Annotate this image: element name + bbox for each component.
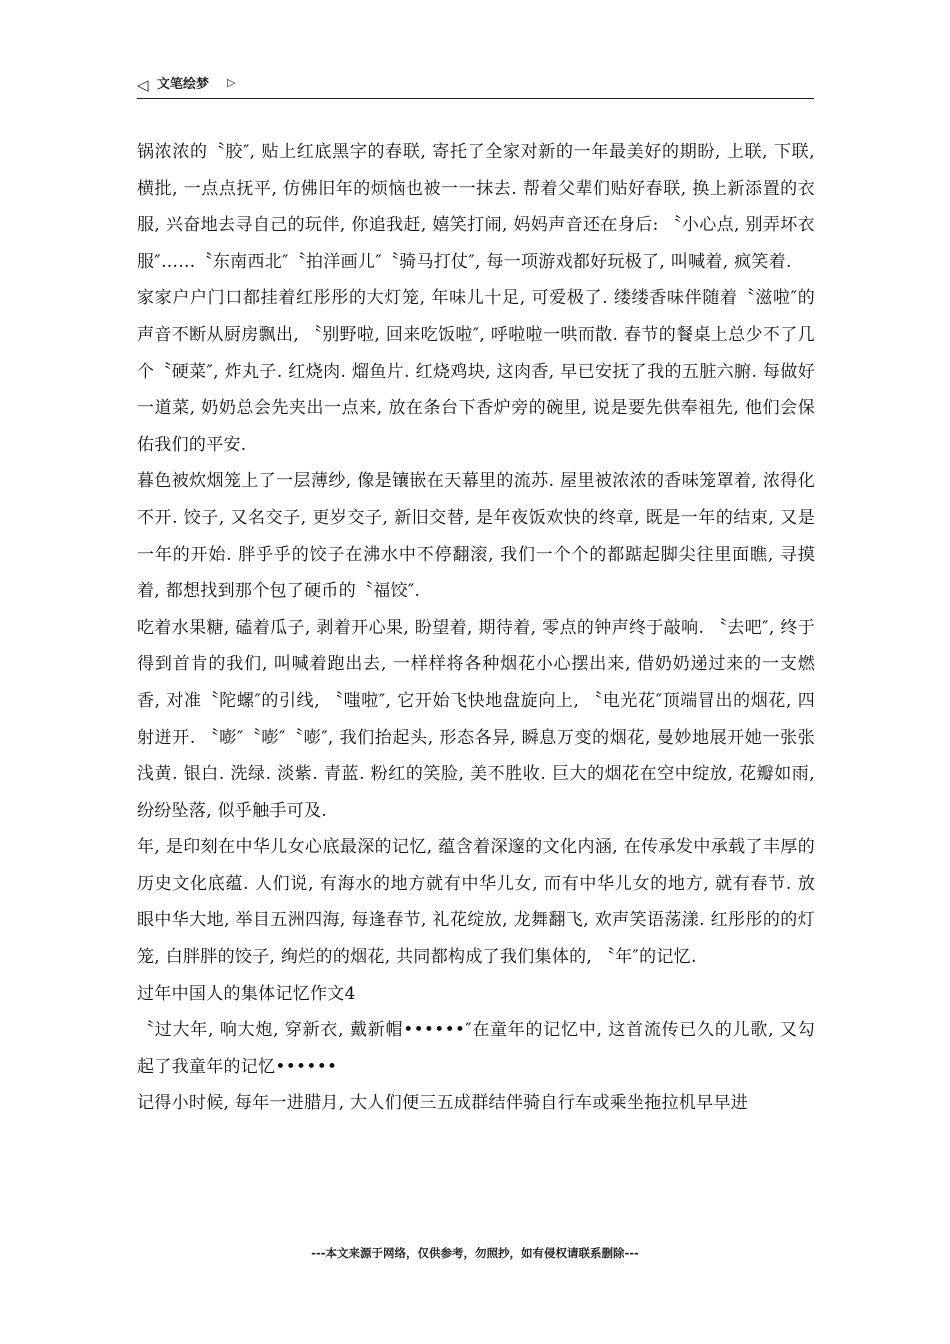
triangle-left-icon: ◁ <box>137 76 149 94</box>
paragraph: 记得小时候, 每年一进腊月, 大人们便三五成群结伴骑自行车或乘坐拖拉机早早进 <box>137 1093 749 1114</box>
paragraph: 暮色被炊烟笼上了一层薄纱, 像是镶嵌在天幕里的流苏. 屋里被浓浓的香味笼罩着, 浓得化不开. 饺子, 又名交子, 更岁交子, 新旧交替, 是年夜饭欢快的终章, 既是一年的结束, 又是一年的开始. 胖乎乎的饺子在沸水中不停翻滚, 我们一个个的都踮起脚尖往里面瞧, 寻摸着, 都想找到那个包了硬币的〝福饺″. <box>137 471 815 602</box>
paragraph: 吃着水果糖, 磕着瓜子, 剥着开心果, 盼望着, 期待着, 零点的钟声终于敲响. 〝去吧″, 终于得到首肯的我们, 叫喊着跑出去, 一样样将各种烟花小心摆出来, 借奶奶递过来的一支燃香, 对准〝陀螺″的引线, 〝嗤啦″, 它开始飞快地盘旋向上, 〝电光花″顶端冒出的烟花, 四射迸开. 〝嘭″〝嘭″〝嘭″, 我们抬起头, 形态各异, 瞬息万变的烟花, 曼妙地展开她一张张浅黄. 银白. 洗绿. 淡紫. 青蓝. 粉红的笑脸, 美不胜收. 巨大的烟花在空中绽放, 花瓣如雨, 纷纷坠落, 似乎触手可及. <box>137 617 815 821</box>
triangle-right-icon: ▷ <box>227 76 236 89</box>
paragraph: 年, 是印刻在中华儿女心底最深的记忆, 蕴含着深邃的文化内涵, 在传承发中承载了丰厚的历史文化底蕴. 人们说, 有海水的地方就有中华儿女, 而有中华儿女的地方, 就有春节. 放眼中华大地, 举目五洲四海, 每逢春节, 礼花绽放, 龙舞翻飞, 欢声笑语荡漾. 红彤彤的的灯笼, 白胖胖的饺子, 绚烂的的烟花, 共同都构成了我们集体的, 〝年″的记忆. <box>137 837 815 968</box>
page-footer-disclaimer: ---本文来源于网络，仅供参考，勿照抄，如有侵权请联系删除--- <box>311 1246 639 1260</box>
page-header <box>137 74 814 99</box>
section-heading: 过年中国人的集体记忆作文4 <box>137 983 356 1004</box>
document-body <box>137 134 815 1122</box>
paragraph: 家家户户门口都挂着红彤彤的大灯笼, 年味儿十足, 可爱极了. 缕缕香味伴随着〝滋啦″的声音不断从厨房飘出, 〝别野啦, 回来吃饭啦″, 呼啦啦一哄而散. 春节的餐桌上总少不了几个〝硬菜″, 炸丸子. 红烧肉. 熘鱼片. 红烧鸡块, 这肉香, 早已安抚了我的五脏六腑. 每做好一道菜, 奶奶总会先夹出一点来, 放在条台下香炉旁的碗里, 说是要先供奉祖先, 他们会保佑我们的平安. <box>137 288 815 455</box>
paragraph: 锅浓浓的〝胶″, 贴上红底黑字的春联, 寄托了全家对新的一年最美好的期盼, 上联, 下联, 横批, 一点点抚平, 仿佛旧年的烦恼也被一一抹去. 帮着父辈们贴好春联, 换上新添置的衣服, 兴奋地去寻自己的玩伴, 你追我赶, 嬉笑打闹, 妈妈声音还在身后: 〝小心点, 别弄坏衣服″……〝东南西北″〝拍洋画儿″〝骑马打仗″, 每一项游戏都好玩极了, 叫喊着, 疯笑着. <box>137 142 815 272</box>
paragraph: 〝过大年, 响大炮, 穿新衣, 戴新帽••••••″在童年的记忆中, 这首流传已久的儿歌, 又勾起了我童年的记忆•••••• <box>137 1020 815 1077</box>
header-brand: 文笔绘梦 <box>157 77 210 92</box>
